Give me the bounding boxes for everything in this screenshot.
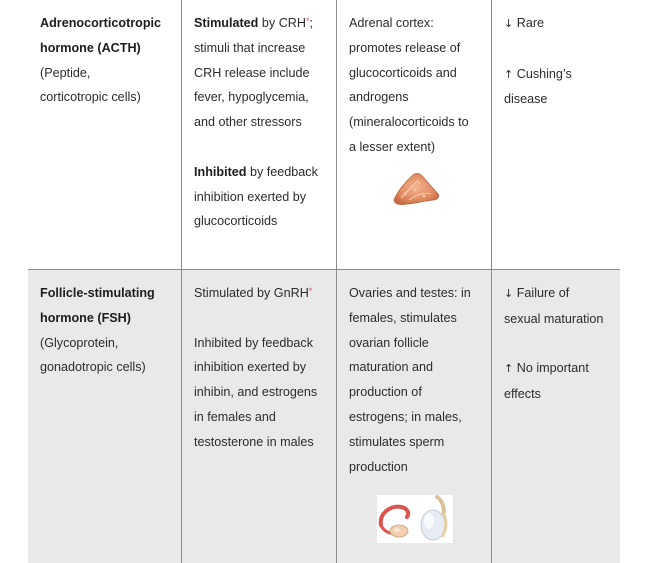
effects-cell bbox=[491, 0, 620, 269]
deficiency-effect: ↓ Rare bbox=[504, 16, 545, 30]
effects-cell bbox=[491, 270, 620, 563]
down-arrow-icon: ↓ bbox=[504, 17, 514, 30]
deficiency-effect: ↓ Failure of sexual maturation bbox=[504, 286, 604, 326]
table-row-fsh bbox=[28, 270, 620, 563]
target-text: Adrenal cortex: promotes release of glucocorticoids and androgens (mineralocorticoids to a lesser extent) bbox=[349, 16, 469, 154]
up-arrow-icon: ↑ bbox=[504, 362, 514, 376]
excess-effect: ↑ Cushing’s disease bbox=[504, 66, 572, 107]
hormone-cell-type: gonadotropic cells) bbox=[40, 360, 146, 375]
adrenal-gland-icon bbox=[391, 170, 441, 208]
hormone-abbrev: hormone (FSH) bbox=[40, 310, 131, 325]
hormone-cell-type: corticotropic cells) bbox=[40, 90, 141, 105]
table-row-acth bbox=[28, 0, 620, 270]
hormone-name-cell bbox=[28, 0, 181, 269]
regulation-cell bbox=[181, 270, 336, 563]
hormone-name: Follicle-stimulating bbox=[40, 286, 155, 300]
stimulation-text: Stimulated by GnRH* bbox=[194, 286, 313, 300]
up-arrow-icon: ↑ bbox=[504, 67, 514, 81]
hormone-name-cell bbox=[28, 270, 181, 563]
ovary-testis-icon bbox=[377, 495, 453, 543]
target-cell bbox=[336, 270, 491, 563]
excess-effect: ↑ No important effects bbox=[504, 361, 589, 402]
down-arrow-icon: ↓ bbox=[504, 287, 514, 300]
hormone-table bbox=[28, 0, 620, 563]
regulation-cell bbox=[181, 0, 336, 269]
hormone-class: (Peptide, bbox=[40, 65, 91, 80]
stimulation-text: Stimulated by CRH*; stimuli that increase CRH release include fever, hypoglycemia, and other stressors bbox=[194, 16, 313, 130]
inhibition-text: Inhibited by feedback inhibition exerted by inhibin, and estrogens in females and testosterone in males bbox=[194, 335, 318, 449]
hormone-abbrev: hormone (ACTH) bbox=[40, 40, 141, 55]
footnote-asterisk: * bbox=[305, 16, 310, 26]
target-cell bbox=[336, 0, 491, 269]
inhibition-text: Inhibited by feedback inhibition exerted by glucocorticoids bbox=[194, 164, 318, 229]
target-text: Ovaries and testes: in females, stimulates ovarian follicle maturation and production of estrogens; in males, stimulates sperm production bbox=[349, 286, 471, 474]
footnote-asterisk: * bbox=[308, 286, 313, 296]
hormone-class: (Glycoprotein, bbox=[40, 335, 119, 350]
hormone-name: Adrenocorticotropic bbox=[40, 16, 162, 30]
